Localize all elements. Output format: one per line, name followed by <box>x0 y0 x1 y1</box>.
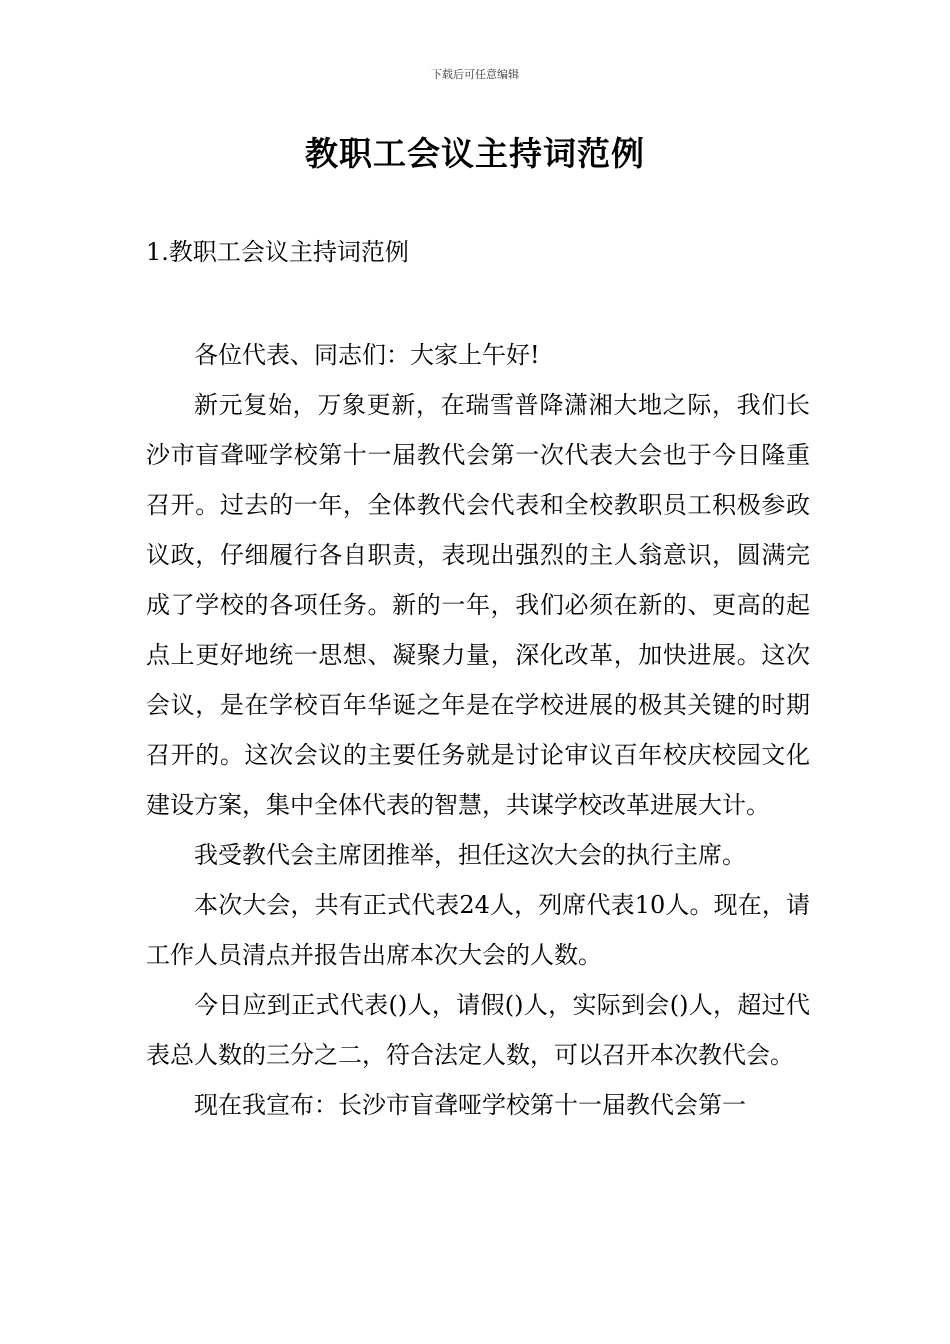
paragraph-attendance: 本次大会，共有正式代表24人，列席代表10人。现在，请工作人员清点并报告出席本次大会的人数。 <box>146 891 810 969</box>
paragraph-greeting: 各位代表、同志们：大家上午好! <box>194 341 540 369</box>
paragraph-quorum: 今日应到正式代表()人，请假()人，实际到会()人，超过代表总人数的三分之二，符合法定人数，可以召开本次教代会。 <box>146 991 810 1069</box>
header-note: 下载后可任意编辑 <box>431 68 519 81</box>
section-heading: 1.教职工会议主持词范例 <box>146 238 409 266</box>
document-title: 教职工会议主持词范例 <box>305 134 645 173</box>
paragraph-opening: 新元复始，万象更新，在瑞雪普降潇湘大地之际，我们长沙市盲聋哑学校第十一届教代会第一次代表大会也于今日隆重召开。过去的一年，全体教代会代表和全校教职员工积极参政议政，仔细履行各自职责，表现出强烈的主人翁意识，圆满完成了学校的各项任务。新的一年，我们必须在新的、更高的起点上更好地统一思想、凝聚力量，深化改革，加快进展。这次会议，是在学校百年华诞之年是在学校进展的极其关键的时期召开的。这次会议的主要任务就是讨论审议百年校庆校园文化建设方案，集中全体代表的智慧，共谋学校改革进展大计。 <box>146 391 810 819</box>
body-text <box>146 330 810 1130</box>
paragraph-chair: 我受教代会主席团推举，担任这次大会的执行主席。 <box>194 841 746 869</box>
paragraph-announcement: 现在我宣布：长沙市盲聋哑学校第十一届教代会第一 <box>194 1091 746 1119</box>
